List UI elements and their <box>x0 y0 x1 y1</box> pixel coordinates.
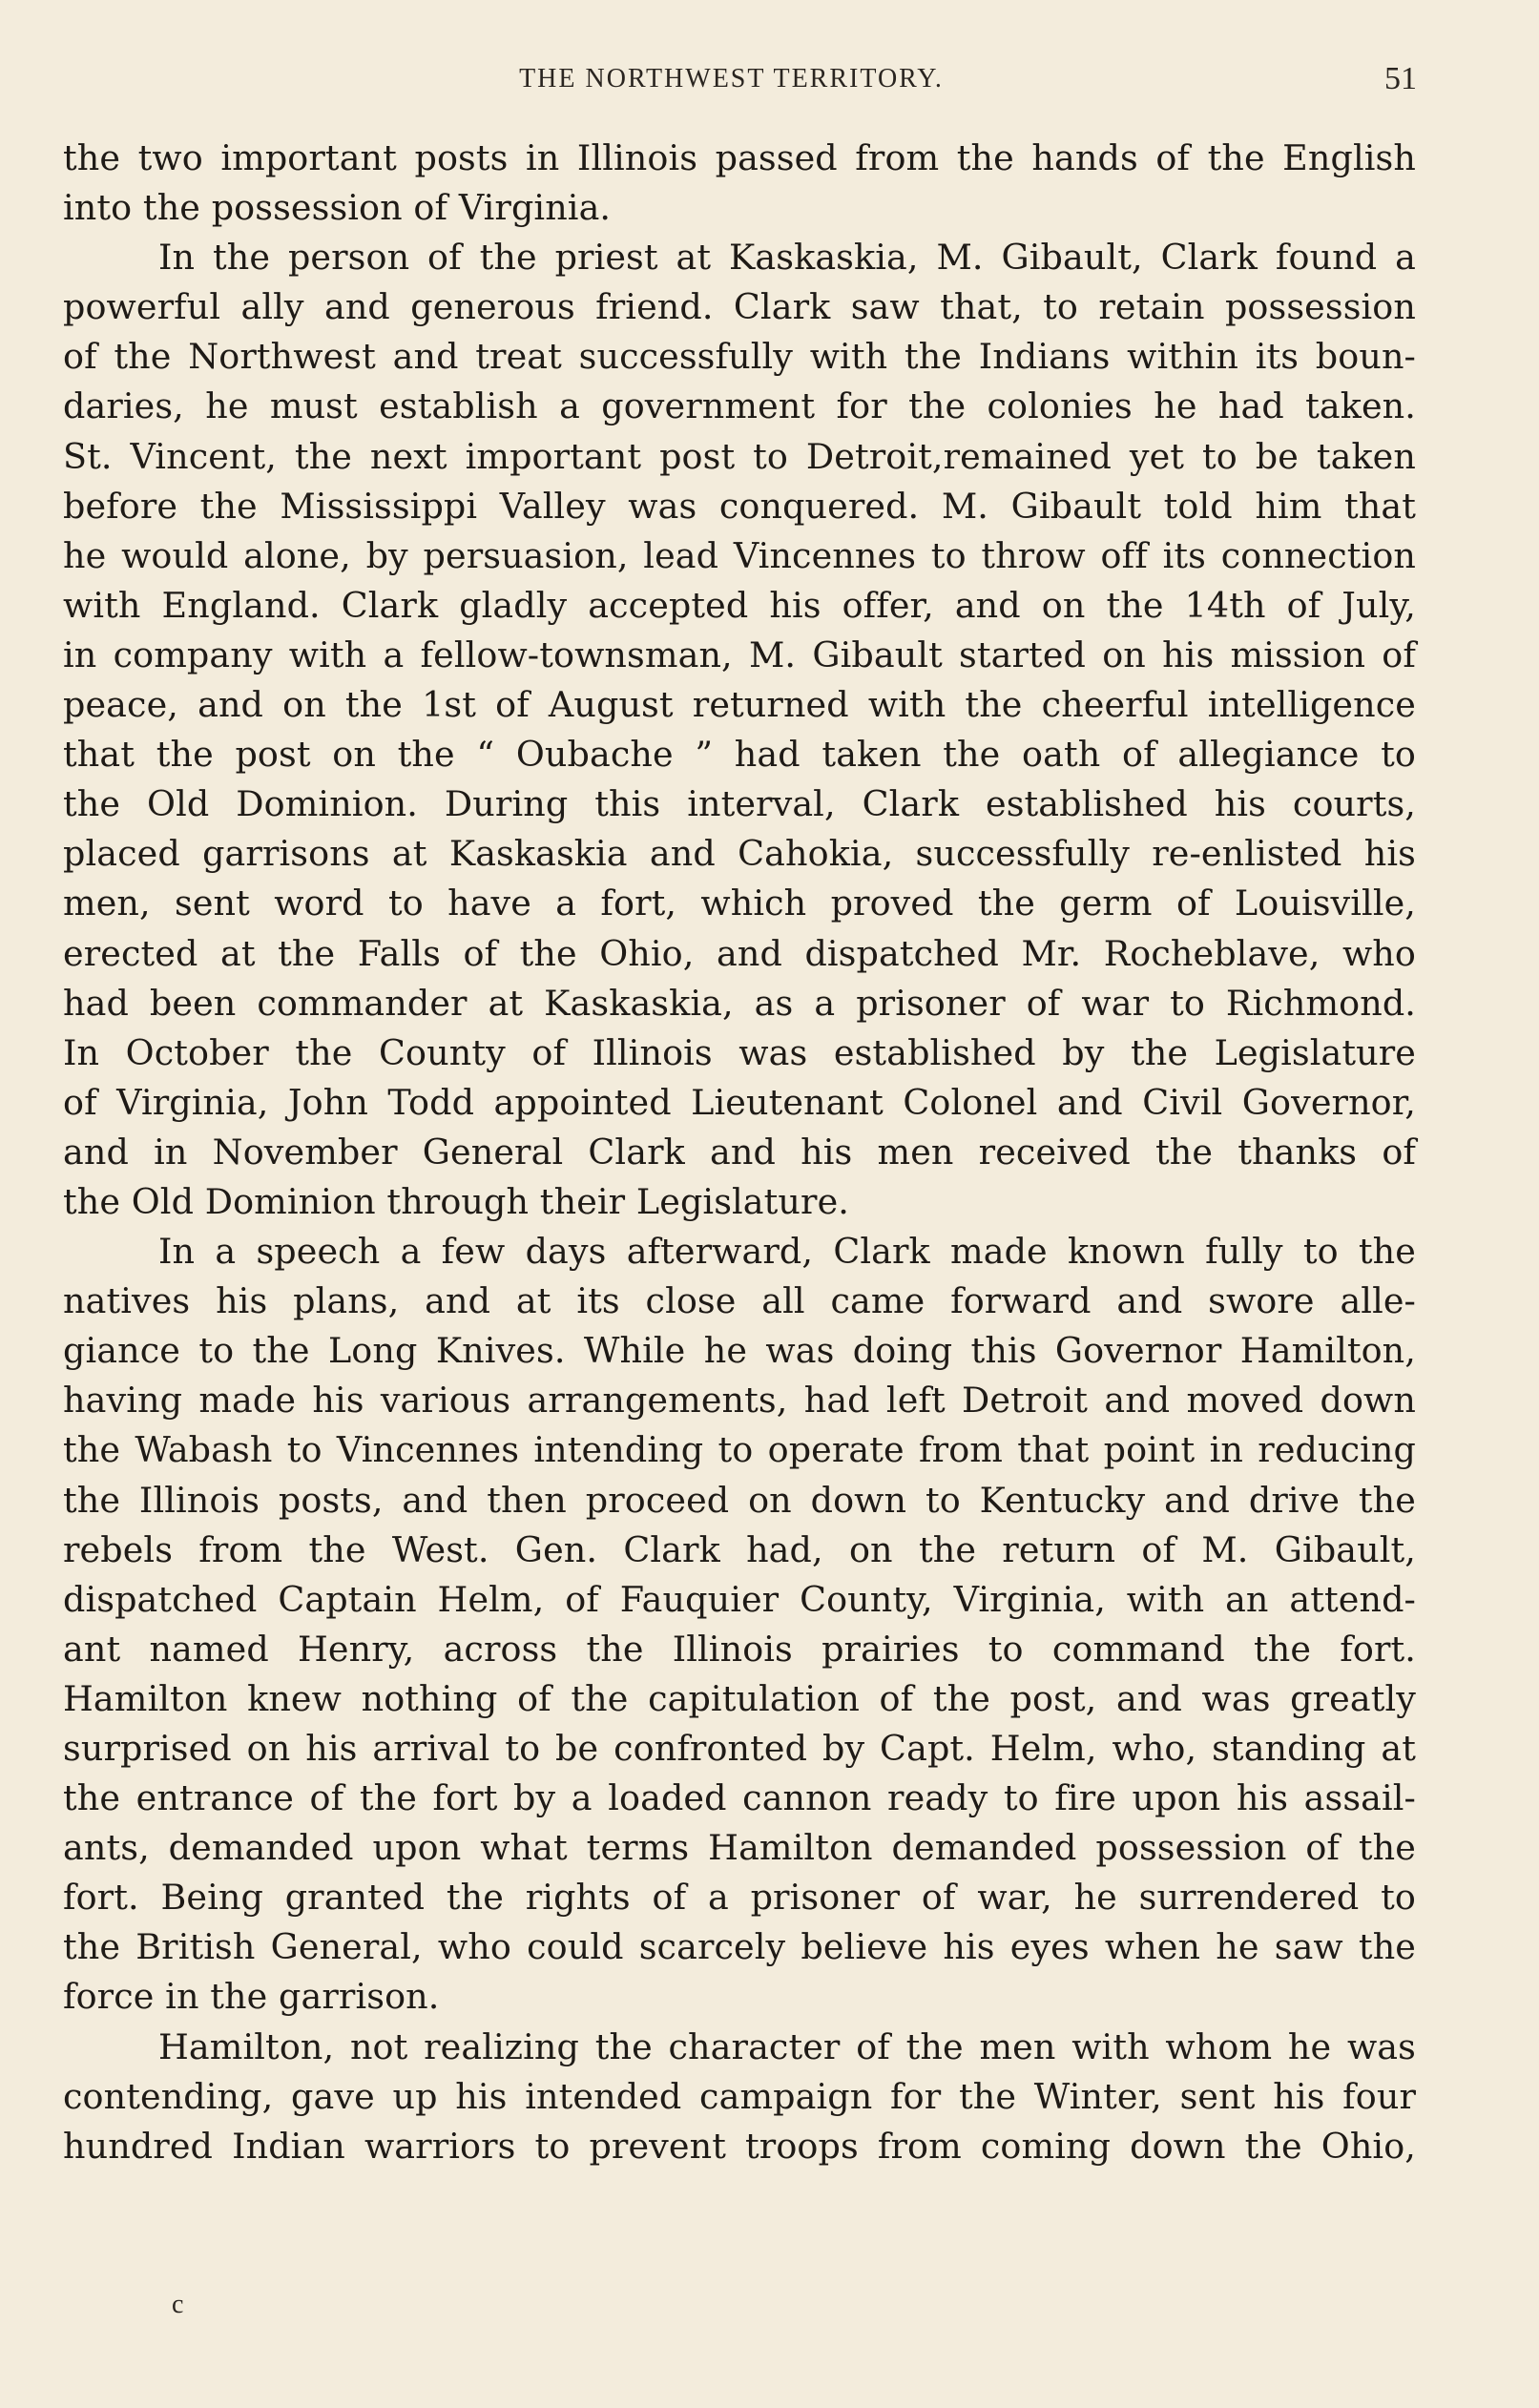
text-line: that the post on the “ Oubache ” had taken the oath of allegiance to <box>63 734 1416 776</box>
text-line: the entrance of the fort by a loaded cannon ready to fire upon his assail- <box>63 1777 1416 1819</box>
text-line: ants, demanded upon what terms Hamilton demanded possession of the <box>63 1827 1416 1869</box>
text-line: of Virginia, John Todd appointed Lieutenant Colonel and Civil Governor, <box>63 1081 1416 1123</box>
text-line: the Old Dominion. During this interval, Clark established his courts, <box>63 783 1416 825</box>
text-line: hundred Indian warriors to prevent troops from coming down the Ohio, <box>63 2125 1416 2167</box>
text-line: fort. Being granted the rights of a prisoner of war, he surrendered to <box>63 1877 1416 1919</box>
running-head <box>0 55 1539 103</box>
text-line: men, sent word to have a fort, which proved the germ of Louisville, <box>63 882 1416 924</box>
text-line: contending, gave up his intended campaign for the Winter, sent his four <box>63 2075 1416 2117</box>
text-line: daries, he must establish a government for the colonies he had taken. <box>63 385 1416 427</box>
text-line: natives his plans, and at its close all came forward and swore alle- <box>63 1280 1416 1322</box>
text-line: ant named Henry, across the Illinois prairies to command the fort. <box>63 1628 1416 1670</box>
signature-mark: c <box>172 2290 184 2319</box>
text-line: in company with a fellow-townsman, M. Gibault started on his mission of <box>63 633 1416 675</box>
running-title: THE NORTHWEST TERRITORY. <box>519 64 944 93</box>
paragraph-first-line: In a speech a few days afterward, Clark made known fully to the <box>158 1231 1416 1273</box>
page-number: 51 <box>1384 61 1417 96</box>
text-line: rebels from the West. Gen. Clark had, on the return of M. Gibault, <box>63 1528 1416 1570</box>
text-line: giance to the Long Knives. While he was doing this Governor Hamilton, <box>63 1330 1416 1372</box>
text-line: had been commander at Kaskaskia, as a prisoner of war to Richmond. <box>63 982 1416 1024</box>
text-line: before the Mississippi Valley was conquered. M. Gibault told him that <box>63 485 1416 527</box>
paragraph-first-line: In the person of the priest at Kaskaskia, M. Gibault, Clark found a <box>158 237 1416 279</box>
text-line: erected at the Falls of the Ohio, and dispatched Mr. Rocheblave, who <box>63 932 1416 974</box>
paragraph-first-line: Hamilton, not realizing the character of the men with whom he was <box>158 2025 1416 2067</box>
text-line: the Wabash to Vincennes intending to operate from that point in reducing <box>63 1429 1416 1471</box>
text-line: the two important posts in Illinois passed from the hands of the English <box>63 137 1416 178</box>
text-line: of the Northwest and treat successfully with the Indians within its boun- <box>63 336 1416 378</box>
text-line: placed garrisons at Kaskaskia and Cahokia, successfully re-enlisted his <box>63 833 1416 875</box>
text-line: with England. Clark gladly accepted his offer, and on the 14th of July, <box>63 584 1416 626</box>
text-line: the British General, who could scarcely believe his eyes when he saw the <box>63 1926 1416 1968</box>
text-line: powerful ally and generous friend. Clark saw that, to retain possession <box>63 286 1416 328</box>
text-line: having made his various arrangements, had left Detroit and moved down <box>63 1380 1416 1422</box>
text-line: In October the County of Illinois was established by the Legislature <box>63 1031 1416 1073</box>
text-line: dispatched Captain Helm, of Fauquier County, Virginia, with an attend- <box>63 1578 1416 1620</box>
text-line: the Old Dominion through their Legislature. <box>63 1180 849 1222</box>
text-line: peace, and on the 1st of August returned with the cheerful intelligence <box>63 684 1416 726</box>
text-line: into the possession of Virginia. <box>63 187 612 229</box>
text-line: St. Vincent, the next important post to Detroit,remained yet to be taken <box>63 435 1416 477</box>
text-line: he would alone, by persuasion, lead Vincennes to throw off its connection <box>63 534 1416 576</box>
text-line: surprised on his arrival to be confronted by Capt. Helm, who, standing at <box>63 1728 1416 1769</box>
text-line: Hamilton knew nothing of the capitulation of the post, and was greatly <box>63 1677 1416 1719</box>
text-line: force in the garrison. <box>63 1976 440 2018</box>
text-line: the Illinois posts, and then proceed on down to Kentucky and drive the <box>63 1479 1416 1521</box>
text-line: and in November General Clark and his men received the thanks of <box>63 1131 1416 1173</box>
body-text <box>63 134 1416 2171</box>
